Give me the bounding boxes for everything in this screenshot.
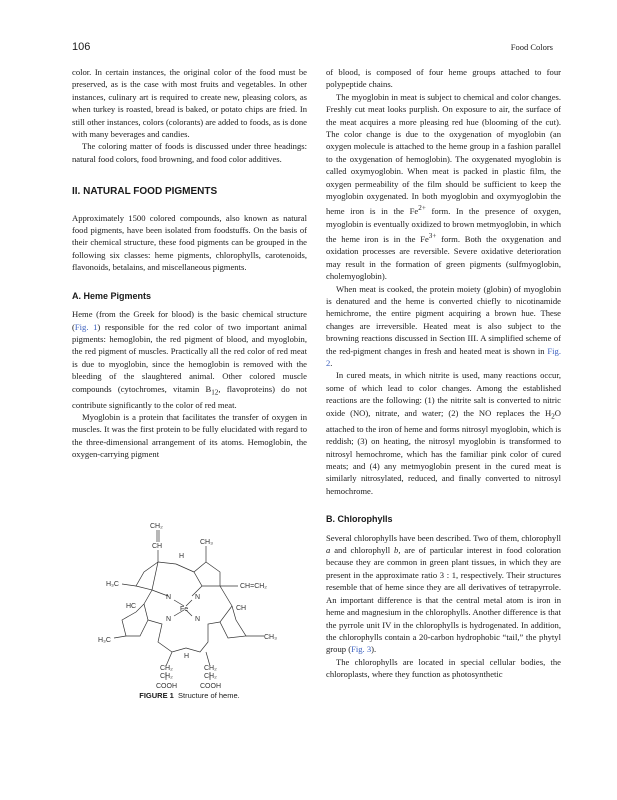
figure-link[interactable]: Fig. 2 [326, 345, 561, 369]
text-run: , flavoproteins) do not contribute significantly to the color of red meat. [72, 383, 307, 410]
running-title: Food Colors [510, 42, 553, 52]
atom-label: CH₂ [160, 665, 173, 672]
subsection-heading: B. Chlorophylls [326, 514, 393, 525]
section-heading: II. NATURAL FOOD PIGMENTS [72, 186, 218, 198]
text-run: In cured meats, in which nitrite is used, many reactions occur, some of which lead to color changes. Among the established reactions are the following: (1) the nitrite salt is converted to nitric oxide (NO), nitrate, and water; (2) the NO replaces the H [326, 370, 561, 418]
atom-label: CH₂ [204, 673, 217, 680]
text-run: O attached to the iron of heme and forms nitrosyl myoglobin, which is reddish; (3) on heating, the nitrosyl myoglobin is transformed to nitrosyl hemochrome, which has the familiar pink color of cured meats; and (4) any metmyoglobin present in the cured meat is similarly nitrosylated, reduced, and finally converted to nitrosyl hemochrome. [326, 407, 561, 496]
atom-label: COOH [200, 683, 221, 690]
page-number: 106 [72, 41, 91, 53]
heme-structure-figure [96, 520, 296, 690]
paragraph: of blood, is composed of four heme groups attached to four polypeptide chains. [326, 67, 561, 90]
text-run: When meat is cooked, the protein moiety (globin) of myoglobin is denatured and the heme is converted chiefly to nicotinamide hemichrome, the entire pigment acquiring a brown hue. These changes are irreversible. Heated meat is also subject to the browning reactions discussed in Section III. A simplified scheme of the red-pigment changes in fresh and heated meat is shown in [326, 283, 561, 356]
superscript: 2+ [418, 204, 426, 213]
paragraph: The coloring matter of foods is discussed under three headings: natural food colors, food browning, and food color additives. [72, 141, 307, 164]
atom-label: H [179, 553, 185, 560]
subscript: 2 [551, 412, 555, 421]
atom-label: H₃C [106, 581, 119, 588]
paragraph: Approximately 1500 colored compounds, also known as natural food pigments, have been isolated from foodstuffs. On the basis of their chemical structure, these food pigments can be grouped in the following six classes: heme pigments, chlorophylls, carotenoids, flavonoids, betalains, and miscellaneous pigments. [72, 212, 307, 273]
left-column [72, 66, 307, 461]
paragraph [326, 283, 561, 370]
figure-link[interactable]: Fig. 3 [351, 644, 372, 655]
atom-label: CH [152, 543, 163, 550]
italic-run: b [394, 545, 399, 556]
paragraph: Myoglobin is a protein that facilitates the transfer of oxygen in muscles. It was the first protein to be fully elucidated with regard to the three-dimensional arrangement of its atoms. Hemoglobin, the oxygen-carrying pigment [72, 412, 307, 460]
figure-caption [72, 691, 307, 700]
heme-structure-diagram [96, 520, 296, 690]
atom-label: H [184, 653, 190, 660]
atom-label: HC [126, 603, 137, 610]
text-run: ). [371, 644, 377, 655]
subsection-heading: A. Heme Pigments [72, 290, 152, 301]
text-run: , are of particular interest in food coloration because they are common in green plant tissues, in which they are present in the approximate ratio 3 : 1, respectively. Their structures resemble that of heme since they are all derivatives of tetrapyrrole. An important difference is that the central metal atom is iron in heme and magnesium in the chlorophylls. Another difference is that the pyrrole unit IV in the chlorophylls is hydrogenated. In addition, the chlorophylls contain a 20-carbon hydrophobic “tail,” the phytyl group ( [326, 545, 561, 655]
caption-label: FIGURE 1 [139, 691, 174, 700]
subscript: 12 [211, 388, 219, 397]
text-run: Several chlorophylls have been described. Two of them, chlorophyll [326, 532, 561, 543]
atom-label: H₃C [98, 637, 111, 644]
text-run: . [330, 358, 333, 369]
paragraph [326, 532, 561, 656]
atom-label: CH₂ [160, 673, 173, 680]
caption-text: Structure of heme. [178, 691, 240, 700]
atom-label: N [166, 616, 172, 623]
text-run: form. Both the oxygenation and oxidation processes are reversible. Severe oxidative deterioration may result in the formation of green pigments (sulfmyoglobin, cholemyoglobin). [326, 234, 561, 282]
atom-label: CH [236, 605, 247, 612]
atom-label: N [195, 594, 201, 601]
paragraph [326, 91, 561, 283]
atom-label: COOH [156, 683, 177, 690]
figure-link[interactable]: Fig. 1 [74, 321, 98, 332]
atom-label: CH₃ [200, 539, 213, 546]
atom-label: CH=CH₂ [240, 583, 268, 590]
italic-run: a [326, 545, 331, 556]
paragraph: color. In certain instances, the original color of the food must be preserved, as is the case with most fruits and vegetables. In other instances, culinary art is required to create new, pleasing colors, as when turkey is roasted, bread is baked, or potato chips are fried. In still other instances, colors (colorants) are added to foods, as is done with many beverages and candies. [72, 67, 307, 140]
atom-label: CH₂ [150, 523, 163, 530]
atom-label: N [195, 616, 201, 623]
text-run: ) responsible for the red color of two important animal pigments: hemoglobin, the red pigment of blood, and myoglobin, the red pigment of muscles. Practically all the red color of red meat is due to myoglobin, since the hemoglobin is removed with the bleeding of the slaughtered animal. Other colored muscle compounds (cytochromes, vitamin B [72, 321, 307, 394]
paragraph: The chlorophylls are located in special cellular bodies, the chloroplasts, where they function as photosynthetic [326, 656, 561, 680]
atom-label: N [166, 594, 172, 601]
atom-label: Fe [180, 606, 189, 613]
right-column [326, 66, 561, 681]
text-run: The myoglobin in meat is subject to chemical and color changes. Freshly cut meat looks purplish. On exposure to air, the surface of the meat acquires a more pleasing red hue (blooming of the cut). The color change is due to the oxygenation of myoglobin (an oxygen molecule is attached to the heme group in a fashion parallel to the oxygenation of hemoglobin). The oxygenated myoglobin is called oxymyoglobin. When meat is packed in plastic film, the oxygen permeability of the film should be sufficient to keep the myoglobin oxygenated. In both myoglobin and oxymyoglobin the heme iron is in the Fe [326, 91, 561, 217]
paragraph [326, 369, 561, 497]
atom-label: CH₃ [264, 634, 277, 641]
paragraph [72, 308, 307, 411]
text-run: Heme (from the Greek for blood) is the basic chemical structure ( [72, 309, 307, 332]
superscript: 3+ [428, 232, 437, 241]
text-run: and chlorophyll [330, 545, 395, 556]
atom-label: CH₂ [204, 665, 217, 672]
text-run: form. In the presence of oxygen, myoglobin is eventually oxidized to brown metmyoglobin, in which the heme iron is in the Fe [326, 206, 561, 244]
